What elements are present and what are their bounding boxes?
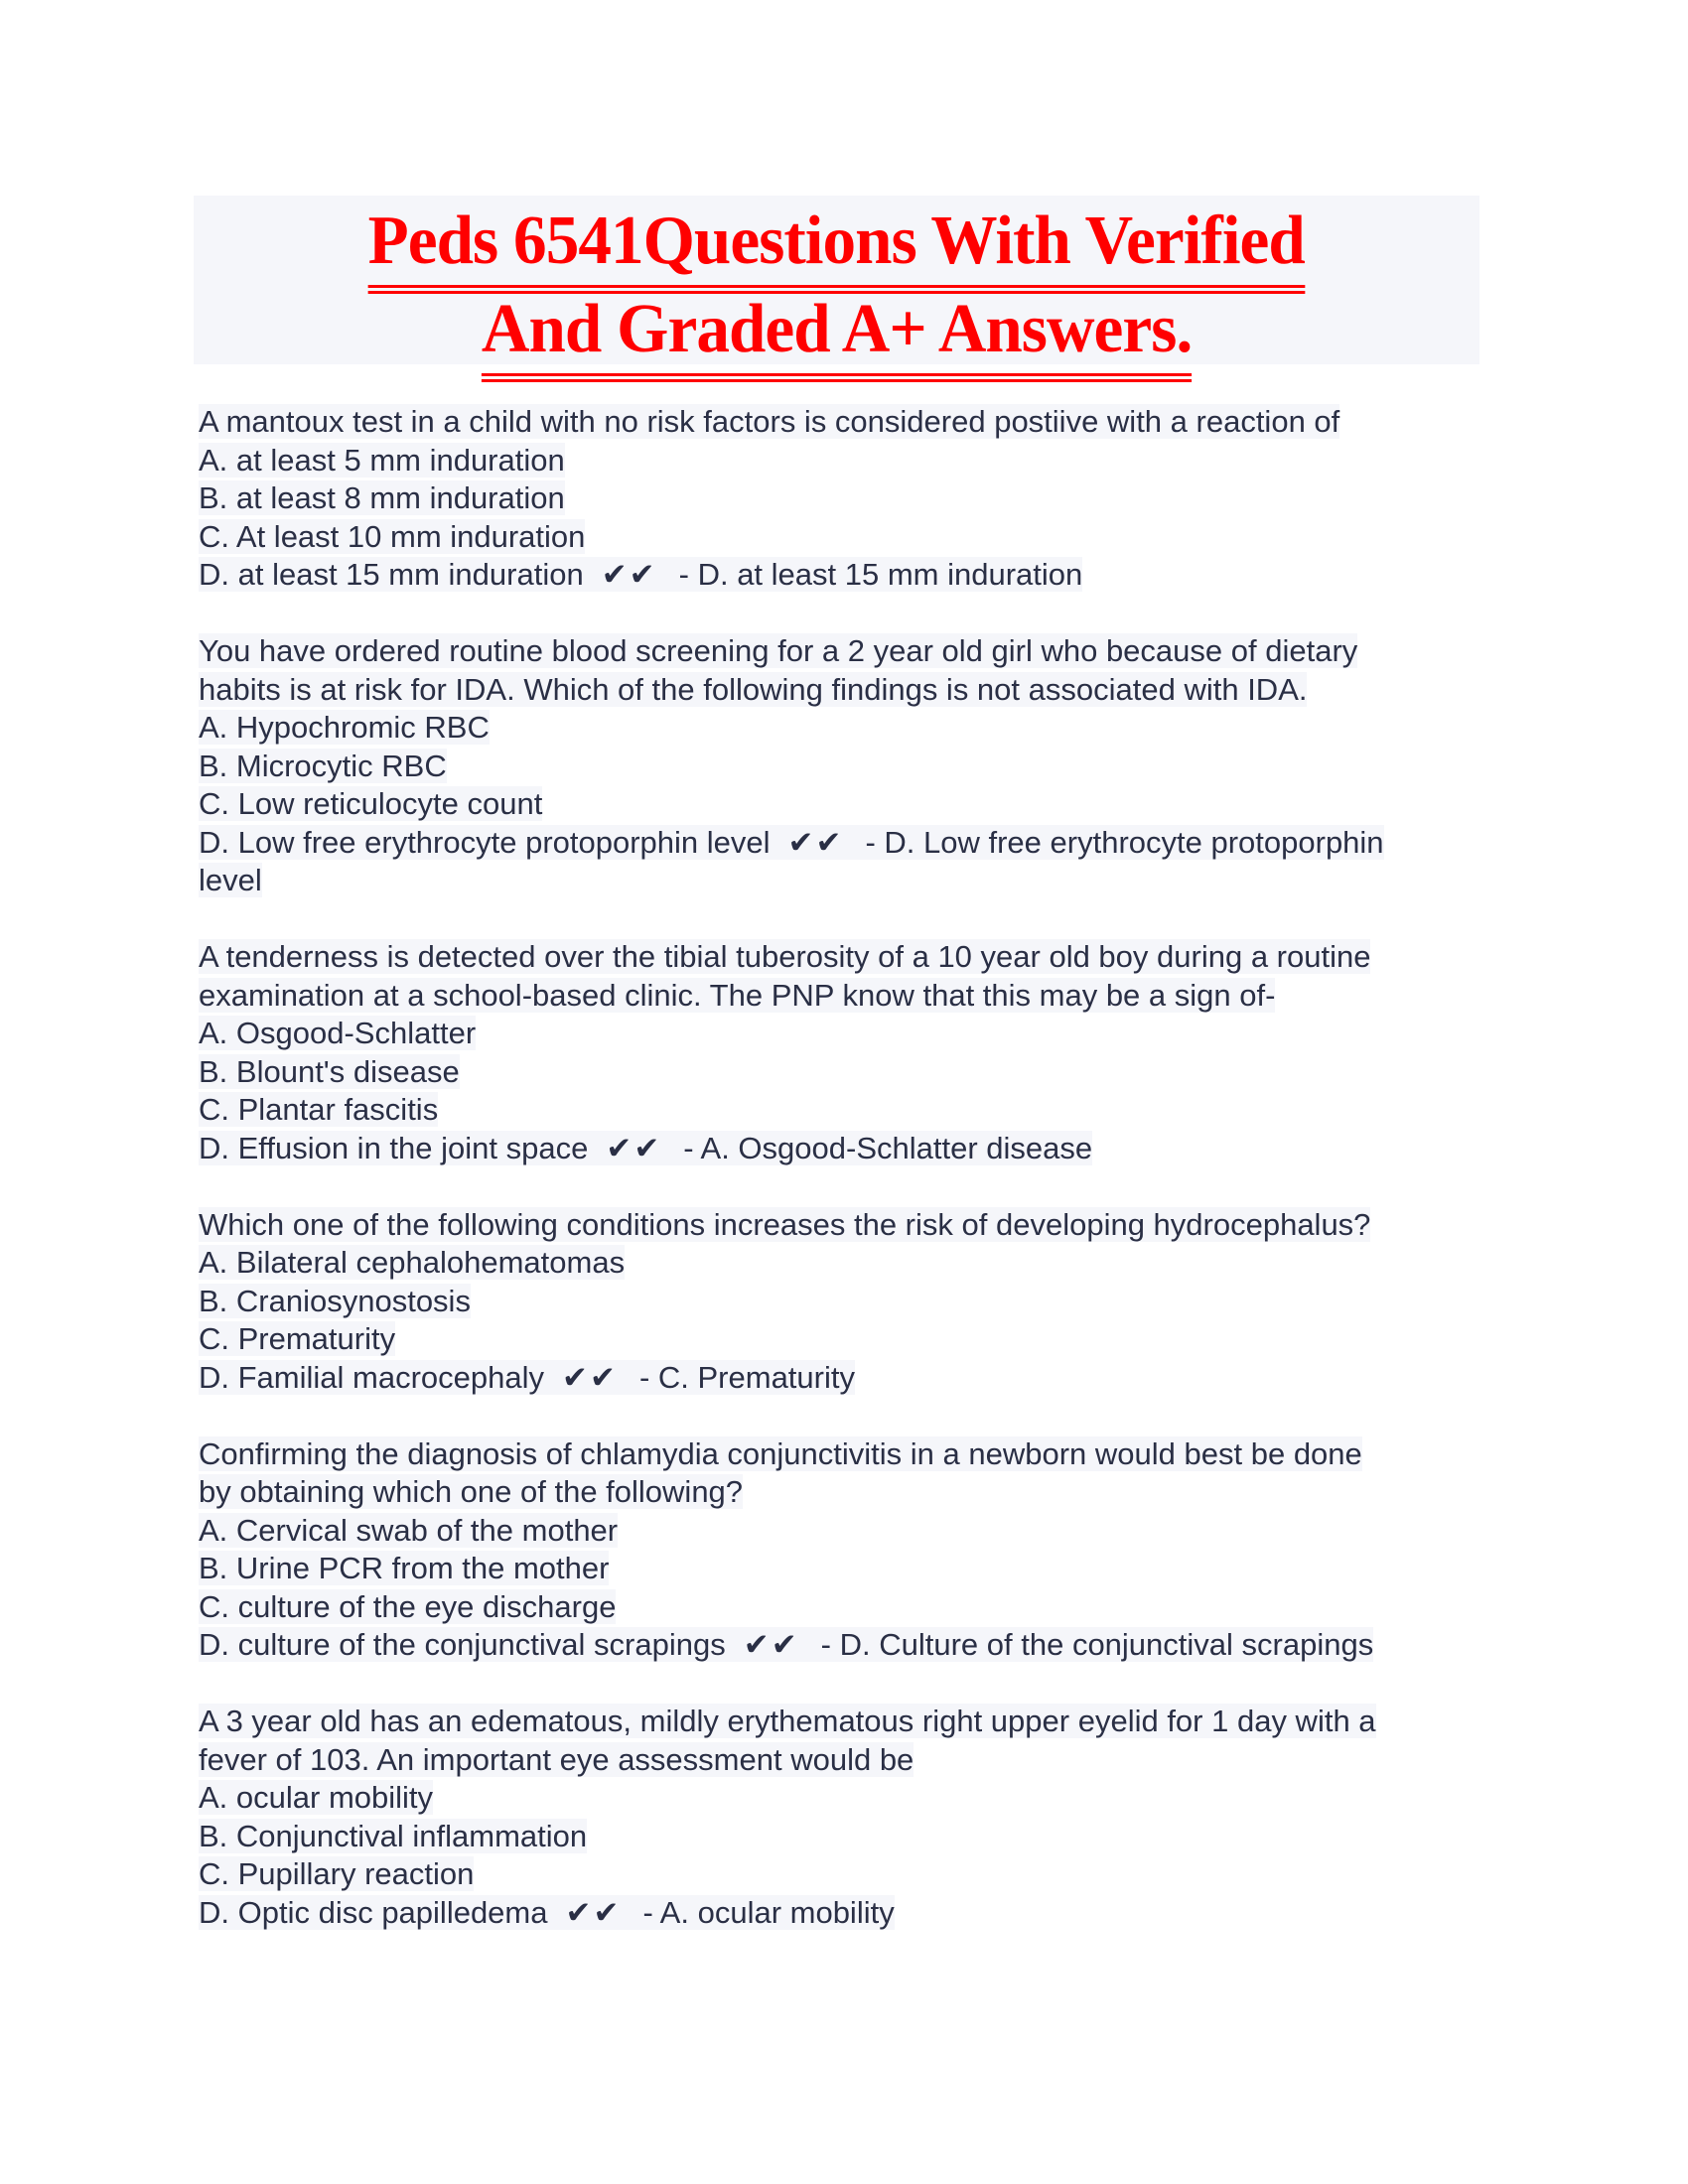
question-text: You have ordered routine blood screening for a 2 year old girl who because of dietary [199,633,1358,668]
correct-answer: - C. Prematurity [638,1359,855,1395]
question-stem [199,938,1489,977]
question-stem [199,403,1489,442]
double-check-icon: ✔✔ [787,824,844,860]
option-text: A. Hypochromic RBC [199,710,490,745]
option-and-answer [199,1895,895,1930]
option-text: C. At least 10 mm induration [199,518,586,554]
answer-option-with-key [199,556,1489,595]
double-check-icon: ✔✔ [743,1627,799,1662]
answer-option [199,1244,1489,1283]
question-text: Confirming the diagnosis of chlamydia conjunctivitis in a newborn would best be done [199,1435,1362,1471]
answer-option [199,1053,1489,1092]
option-text: B. Conjunctival inflammation [199,1818,588,1853]
correct-answer: - D. Culture of the conjunctival scrapings [820,1627,1374,1662]
option-and-answer [199,1627,1373,1662]
option-text: A. Cervical swab of the mother [199,1512,619,1548]
question-block [199,938,1489,1167]
correct-answer: - A. Osgood-Schlatter disease [683,1130,1093,1165]
question-text: Which one of the following conditions increases the risk of developing hydrocephalus? [199,1206,1371,1242]
question-text: A 3 year old has an edematous, mildly erythematous right upper eyelid for 1 day with a [199,1704,1376,1738]
question-text: fever of 103. An important eye assessment would be [199,1741,914,1777]
option-text: D. Familial macrocephaly [199,1359,544,1395]
answer-option [199,518,1489,557]
answer-option [199,748,1489,786]
option-text: A. at least 5 mm induration [199,442,565,478]
answer-option [199,709,1489,748]
answer-option [199,1283,1489,1321]
answer-option [199,1091,1489,1130]
correct-answer: level [199,863,262,897]
question-text: A tenderness is detected over the tibial tuberosity of a 10 year old boy during a routine [199,939,1371,974]
option-text: C. Prematurity [199,1321,396,1356]
answer-option-with-key [199,824,1489,863]
question-stem [199,1703,1489,1741]
answer-option [199,1015,1489,1053]
double-check-icon: ✔✔ [565,1894,622,1930]
answer-option [199,442,1489,480]
question-text: by obtaining which one of the following? [199,1474,744,1509]
double-check-icon: ✔✔ [606,1130,662,1165]
question-stem [199,671,1489,710]
answer-option [199,1818,1489,1856]
option-text: B. Blount's disease [199,1053,460,1089]
option-text: D. culture of the conjunctival scrapings [199,1627,726,1662]
correct-answer-continued [199,862,1489,900]
answer-option [199,1550,1489,1588]
option-and-answer [199,1131,1092,1165]
correct-answer: - D. Low free erythrocyte protoporphin [865,824,1384,860]
option-text: D. Optic disc papilledema [199,1894,548,1930]
option-text: B. at least 8 mm induration [199,480,565,515]
question-block [199,1703,1489,1932]
answer-option-with-key [199,1130,1489,1168]
option-text: D. at least 15 mm induration [199,557,584,592]
option-text: A. Bilateral cephalohematomas [199,1245,626,1280]
question-list [199,403,1489,1971]
option-text: B. Microcytic RBC [199,748,447,783]
question-text: habits is at risk for IDA. Which of the following findings is not associated with IDA. [199,671,1308,707]
option-text: B. Craniosynostosis [199,1283,471,1318]
question-block [199,403,1489,595]
answer-option [199,785,1489,824]
question-stem [199,1473,1489,1512]
option-text: B. Urine PCR from the mother [199,1551,610,1585]
question-text: A mantoux test in a child with no risk factors is considered postiive with a reaction of [199,404,1340,439]
question-block [199,1435,1489,1665]
option-and-answer [199,825,1384,860]
option-text: C. Low reticulocyte count [199,786,543,821]
option-text: A. Osgood-Schlatter [199,1016,477,1050]
answer-option [199,1320,1489,1359]
document-title [194,196,1479,367]
answer-option [199,1779,1489,1818]
double-check-icon: ✔✔ [562,1359,618,1395]
title-line-1: Peds 6541Questions With Verified [368,200,1305,288]
option-and-answer [199,1360,855,1395]
question-stem [199,632,1489,671]
answer-option-with-key [199,1359,1489,1398]
question-stem [199,1435,1489,1474]
answer-option-with-key [199,1626,1489,1665]
answer-option [199,479,1489,518]
question-block [199,1206,1489,1398]
answer-option-with-key [199,1894,1489,1933]
option-text: C. Pupillary reaction [199,1856,475,1891]
double-check-icon: ✔✔ [601,557,657,592]
question-stem [199,1206,1489,1245]
option-text: C. Plantar fascitis [199,1092,439,1127]
correct-answer: - A. ocular mobility [642,1894,895,1930]
question-block [199,632,1489,900]
answer-option [199,1588,1489,1627]
correct-answer: - D. at least 15 mm induration [678,557,1083,592]
option-text: A. ocular mobility [199,1780,434,1815]
answer-option [199,1855,1489,1894]
option-and-answer [199,557,1082,592]
option-text: C. culture of the eye discharge [199,1588,617,1624]
question-stem [199,977,1489,1016]
option-text: D. Low free erythrocyte protoporphin level [199,824,771,860]
title-line-2: And Graded A+ Answers. [482,288,1192,376]
answer-option [199,1512,1489,1551]
question-stem [199,1741,1489,1780]
question-text: examination at a school-based clinic. The PNP know that this may be a sign of- [199,977,1276,1013]
option-text: D. Effusion in the joint space [199,1130,589,1165]
